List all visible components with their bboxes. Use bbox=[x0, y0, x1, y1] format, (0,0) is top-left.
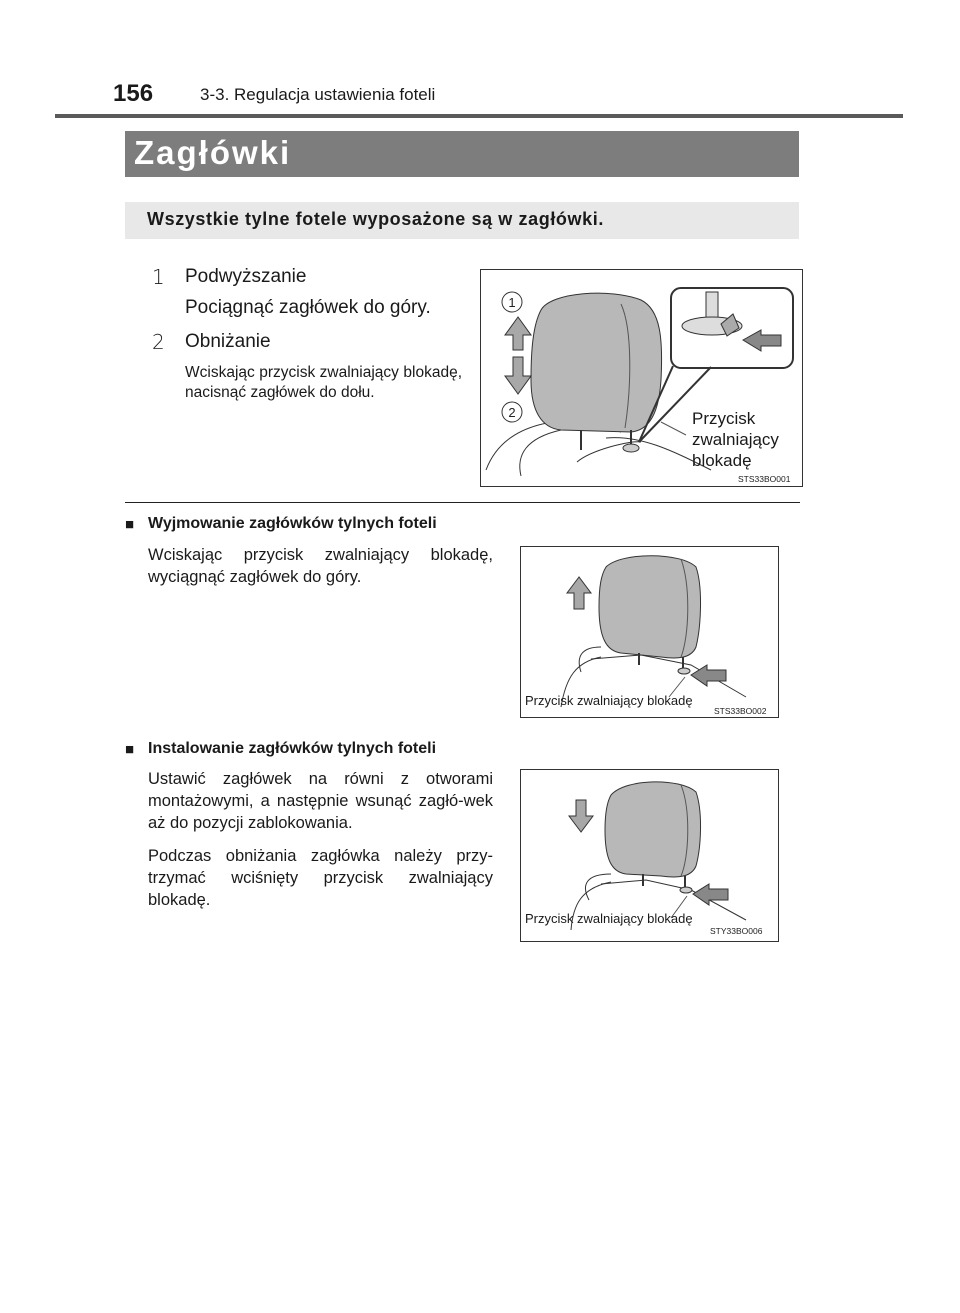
headrest-shape bbox=[599, 556, 701, 658]
page-title: Zagłówki bbox=[134, 134, 292, 171]
step-description-2: Wciskając przycisk zwalniający blokadę, nacisnąć zagłówek do dołu. bbox=[185, 364, 462, 401]
figure-code: STY33BO006 bbox=[710, 926, 763, 936]
bullet-icon: ■ bbox=[125, 516, 135, 533]
page-number: 156 bbox=[113, 80, 154, 107]
section-paragraph: Podczas obniżania zagłówka należy przy-trzymać wciśnięty przycisk zwalniający blokadę. bbox=[148, 847, 493, 909]
release-button-label-2: zwalniający bbox=[692, 430, 779, 449]
figure-marker-2: 2 bbox=[508, 405, 516, 420]
arrow-down-icon bbox=[569, 800, 593, 832]
figure-code: STS33BO002 bbox=[714, 706, 767, 716]
headrest-adjust-figure bbox=[480, 269, 803, 487]
release-button-label-1: Przycisk bbox=[692, 409, 756, 428]
summary-text: Wszystkie tylne fotele wyposażone są w zagłówki. bbox=[147, 209, 604, 229]
arrow-up-icon bbox=[505, 317, 531, 350]
figure-caption: Przycisk zwalniający blokadę bbox=[525, 911, 693, 926]
step-number-2: 2 bbox=[152, 330, 165, 354]
arrow-down-icon bbox=[505, 357, 531, 394]
section-divider bbox=[125, 502, 800, 503]
section-paragraph: Ustawić zagłówek na równi z otworami montażowymi, a następnie wsunąć zagłó-wek aż do pozycji zablokowania. bbox=[148, 770, 493, 832]
section-paragraph: Wciskając przycisk zwalniający blokadę, wyciągnąć zagłówek do góry. bbox=[148, 546, 493, 586]
release-button-label-3: blokadę bbox=[692, 451, 752, 470]
step-number-1: 1 bbox=[152, 265, 165, 289]
header-divider bbox=[55, 114, 903, 118]
headrest-shape bbox=[605, 782, 701, 877]
section-heading: Wyjmowanie zagłówków tylnych foteli bbox=[148, 515, 437, 532]
arrow-left-icon bbox=[693, 884, 728, 905]
headrest-shape bbox=[531, 293, 662, 432]
figure-marker-1: 1 bbox=[508, 295, 516, 310]
chapter-title: 3-3. Regulacja ustawienia foteli bbox=[200, 85, 436, 104]
arrow-up-icon bbox=[567, 577, 591, 609]
figure-caption: Przycisk zwalniający blokadę bbox=[525, 693, 693, 708]
step-label-2: Obniżanie bbox=[185, 331, 271, 352]
section-heading: Instalowanie zagłówków tylnych foteli bbox=[148, 740, 437, 757]
step-description-1: Pociągnąć zagłówek do góry. bbox=[185, 297, 431, 318]
step-label-1: Podwyższanie bbox=[185, 266, 307, 287]
bullet-icon: ■ bbox=[125, 741, 135, 758]
figure-code: STS33BO001 bbox=[738, 474, 791, 484]
